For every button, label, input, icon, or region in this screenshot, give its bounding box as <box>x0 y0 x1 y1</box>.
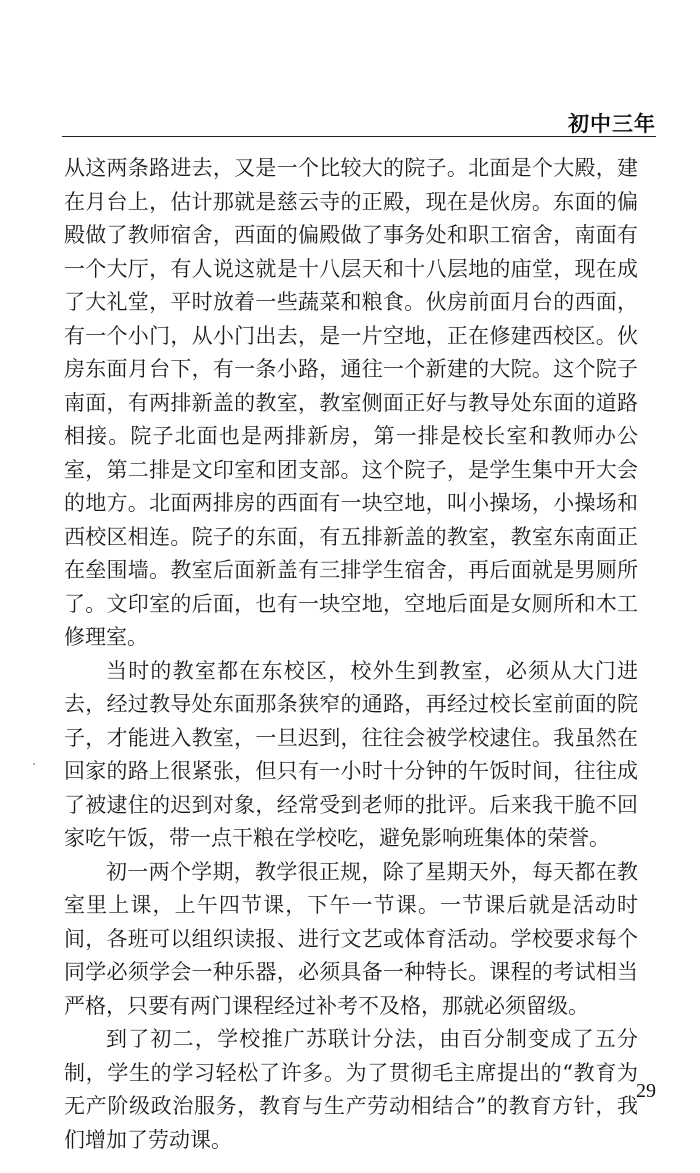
paragraph-1: 从这两条路进去，又是一个比较大的院子。北面是个大殿，建在月台上，估计那就是慈云寺的正殿，现在是伙房。东面的偏殿做了教师宿舍，西面的偏殿做了事务处和职工宿舍，南面有一个大厅，有人说这就是十八层天和十八层地的庙堂，现在成了大礼堂，平时放着一些蔬菜和粮食。伙房前面月台的西面，有一个小门，从小门出去，是一片空地，正在修建西校区。伙房东面月台下，有一条小路，通往一个新建的大院。这个院子南面，有两排新盖的教室，教室侧面正好与教导处东面的道路相接。院子北面也是两排新房，第一排是校长室和教师办公室，第二排是文印室和团支部。这个院子，是学生集中开大会的地方。北面两排房的西面有一块空地，叫小操场，小操场和西校区相连。院子的东面，有五排新盖的教室，教室东南面正在垒围墙。教室后面新盖有三排学生宿舍，再后面就是男厕所了。文印室的后面，也有一块空地，空地后面是女厕所和木工修理室。 <box>64 156 638 649</box>
scan-speck <box>33 763 35 765</box>
paragraph-4: 到了初二，学校推广苏联计分法，由百分制变成了五分制，学生的学习轻松了许多。为了贯彻毛主席提出的“教育为无产阶级政治服务，教育与生产劳动相结合”的教育方针，我们增加了劳动课。 <box>64 1027 638 1152</box>
header-divider <box>62 136 656 137</box>
page-number: 29 <box>636 1080 656 1102</box>
running-header-title: 初中三年 <box>568 112 656 136</box>
body-text <box>64 152 638 1157</box>
paragraph-3: 初一两个学期，教学很正规，除了星期天外，每天都在教室里上课，上午四节课，下午一节课。一节课后就是活动时间，各班可以组织读报、进行文艺或体育活动。学校要求每个同学必须学会一种乐器，必须具备一种特长。课程的考试相当严格，只要有两门课程经过补考不及格，那就必须留级。 <box>64 859 638 1018</box>
paragraph-2: 当时的教室都在东校区，校外生到教室，必须从大门进去，经过教导处东面那条狭窄的通路，再经过校长室前面的院子，才能进入教室，一旦迟到，往往会被学校逮住。我虽然在回家的路上很紧张，但只有一小时十分钟的午饭时间，往往成了被逮住的迟到对象，经常受到老师的批评。后来我干脆不回家吃午饭，带一点干粮在学校吃，避免影响班集体的荣誉。 <box>64 658 638 850</box>
